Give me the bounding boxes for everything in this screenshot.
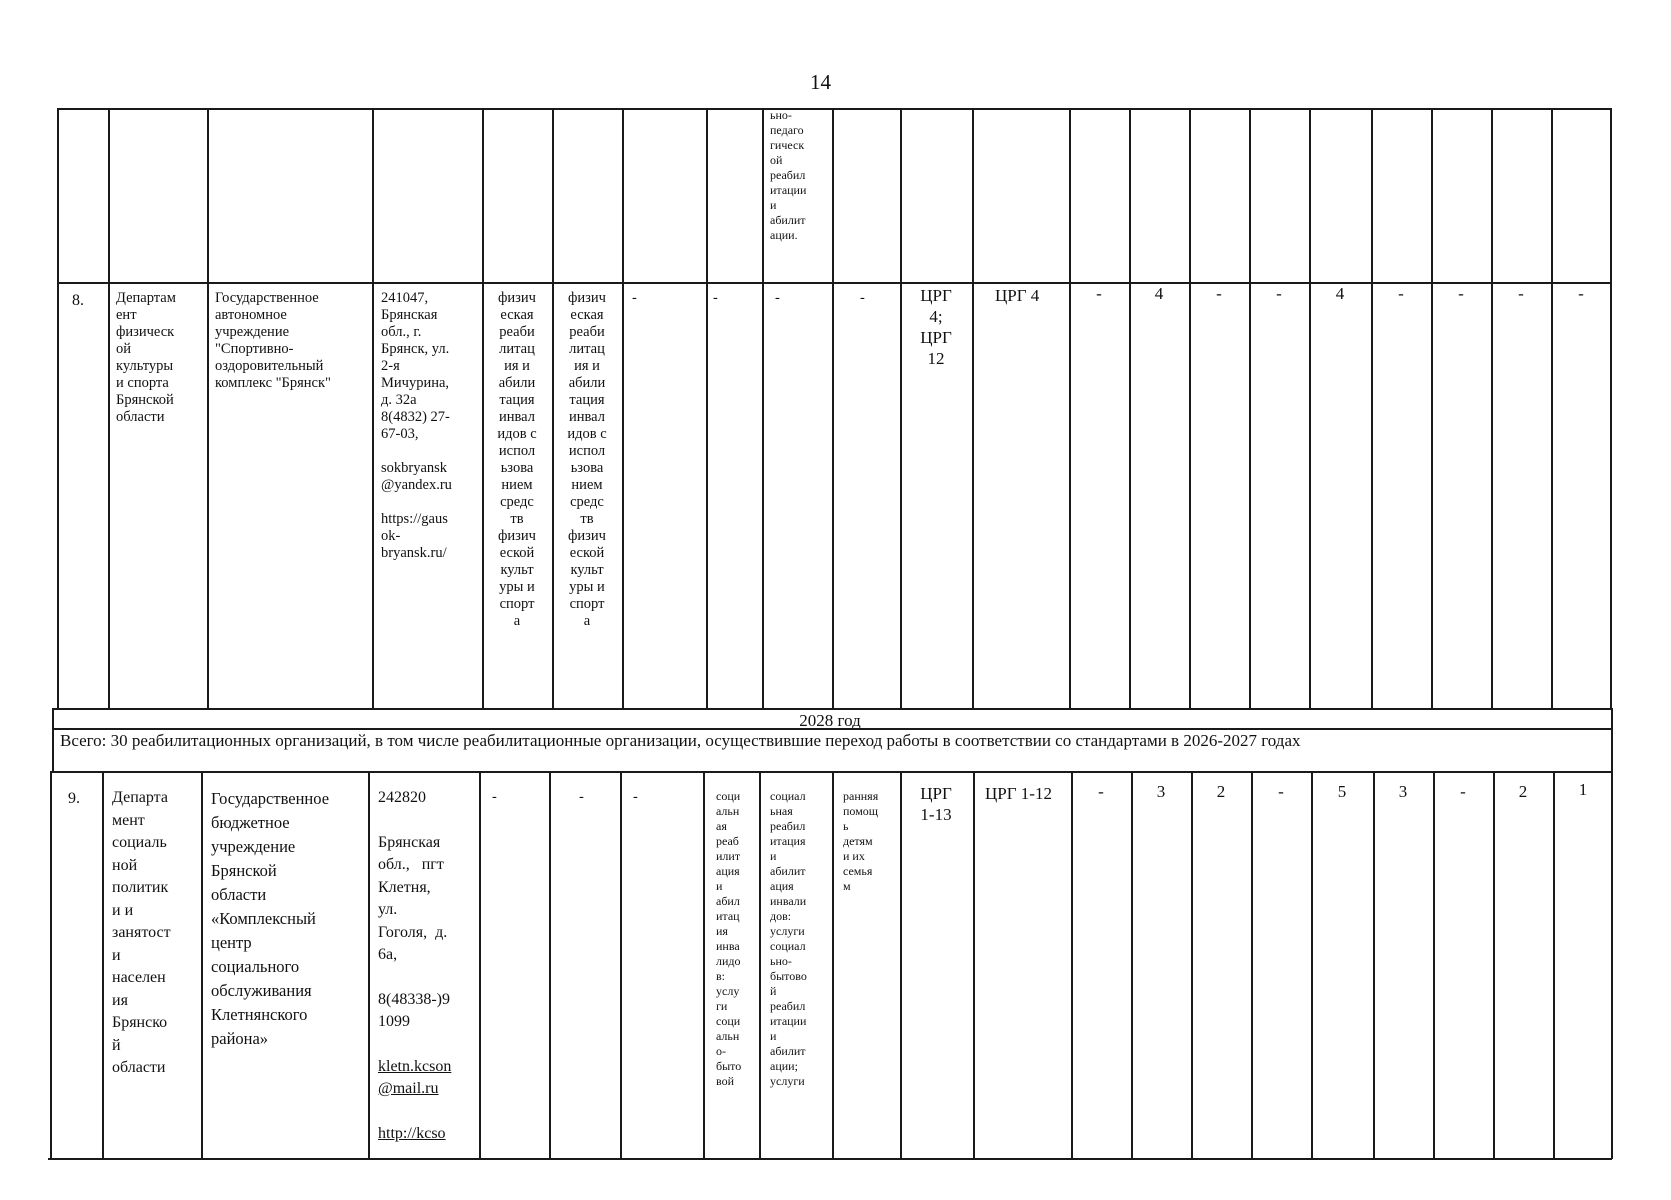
address-line — [378, 1034, 468, 1056]
address-line: Брянская — [378, 833, 441, 851]
address-line — [378, 967, 468, 989]
count-cell: 3 — [1398, 782, 1408, 801]
address-spacer — [378, 1101, 468, 1123]
service-cell-3: - — [632, 290, 637, 306]
address-line — [378, 810, 468, 832]
department-cell: Департа мент социаль ной политик и и занятост и населен ия Брянско й области — [112, 789, 171, 1076]
service-cell-3: - — [633, 789, 638, 805]
page-number: 14 — [810, 70, 831, 94]
target-group-cell-2: ЦРГ 1-12 — [985, 784, 1052, 803]
row-number: 8. — [72, 292, 84, 309]
department-cell: Департам ент физическ ой культуры и спорта Брянской области — [116, 290, 176, 425]
service-cell-4: соци альн ая реаб илит ация и абил итац ия инва лидо в: услу ги соци альн о- быто вой — [716, 789, 742, 1088]
count-cell: - — [1216, 284, 1222, 303]
service-cell-6: ранняя помощ ь детям и их семья м — [843, 789, 879, 893]
website-link[interactable]: http://kcso — [378, 1124, 446, 1142]
service-cell-2: физич еская реаби литац ия и абили тация инвал идов с испол ьзова нием средс тв физич еской культ уры и спорт а — [567, 290, 607, 629]
address-line: ул. — [378, 901, 398, 918]
address-line: Клетня, — [378, 878, 431, 896]
address-line: 1099 — [378, 1013, 410, 1030]
address-line: 8(48338-)9 — [378, 990, 450, 1008]
count-cell: 3 — [1156, 782, 1166, 801]
count-cell: - — [1096, 284, 1102, 303]
service-cell-6: - — [860, 290, 865, 306]
service-cell-2: - — [579, 789, 584, 805]
address-line: обл., пгт — [378, 856, 444, 873]
count-cell: - — [1460, 782, 1466, 801]
count-cell: 4 — [1154, 284, 1164, 303]
service-cell-1: - — [492, 789, 497, 805]
count-cell: 5 — [1337, 782, 1347, 801]
target-group-cell: ЦРГ 4; ЦРГ 12 — [920, 286, 952, 368]
row-number: 9. — [68, 790, 80, 807]
service-cell-5: социал ьная реабил итация и абилит ация инвали дов: услуги социал ьно- бытово й реабил итации и абилит ации; услуги — [770, 789, 807, 1088]
count-cell: - — [1398, 284, 1404, 303]
address-line: Гоголя, д. — [378, 923, 448, 941]
count-cell: - — [1276, 284, 1282, 303]
total-summary: Всего: 30 реабилитационных организаций, в том числе реабилитационные организации, осуществившие переход работы в соответствии со стандартами в 2026-2027 годах — [60, 731, 1301, 750]
carry-over-text: ьно- педаго гическ ой реабил итации и абилит ации. — [770, 108, 807, 242]
service-cell-5: - — [775, 290, 780, 306]
count-cell: - — [1458, 284, 1464, 303]
organization-cell: Государственное бюджетное учреждение Брянской области «Комплексный центр социального обслуживания Клетнянского района» — [211, 789, 330, 1048]
count-cell: - — [1578, 284, 1584, 303]
count-cell: 2 — [1518, 782, 1528, 801]
service-cell-1: физич еская реаби литац ия и абили тация инвал идов с испол ьзова нием средс тв физич еской культ уры и спорт а — [497, 290, 537, 629]
service-cell-4: - — [713, 290, 718, 306]
count-cell: 1 — [1578, 780, 1588, 799]
email-link[interactable]: kletn.kcson @mail.ru — [378, 1057, 452, 1097]
count-cell: - — [1098, 782, 1104, 801]
address-cell: 241047, Брянская обл., г. Брянск, ул. 2-я Мичурина, д. 32а 8(4832) 27- 67-03, sokbryansk @yandex.ru https://gaus ok- bryansk.ru/ — [381, 290, 452, 561]
address-line: 6а, — [378, 946, 398, 963]
address-line: 242820 — [378, 789, 426, 806]
count-cell: 4 — [1335, 284, 1345, 303]
target-group-cell: ЦРГ 1-13 — [920, 784, 952, 824]
count-cell: - — [1518, 284, 1524, 303]
count-cell: - — [1278, 782, 1284, 801]
organization-cell: Государственное автономное учреждение "Спортивно- оздоровительный комплекс "Брянск" — [215, 290, 331, 391]
target-group-cell-2: ЦРГ 4 — [995, 286, 1040, 305]
address-cell — [378, 787, 468, 1145]
year-heading: 2028 год — [799, 711, 861, 730]
count-cell: 2 — [1216, 782, 1226, 801]
